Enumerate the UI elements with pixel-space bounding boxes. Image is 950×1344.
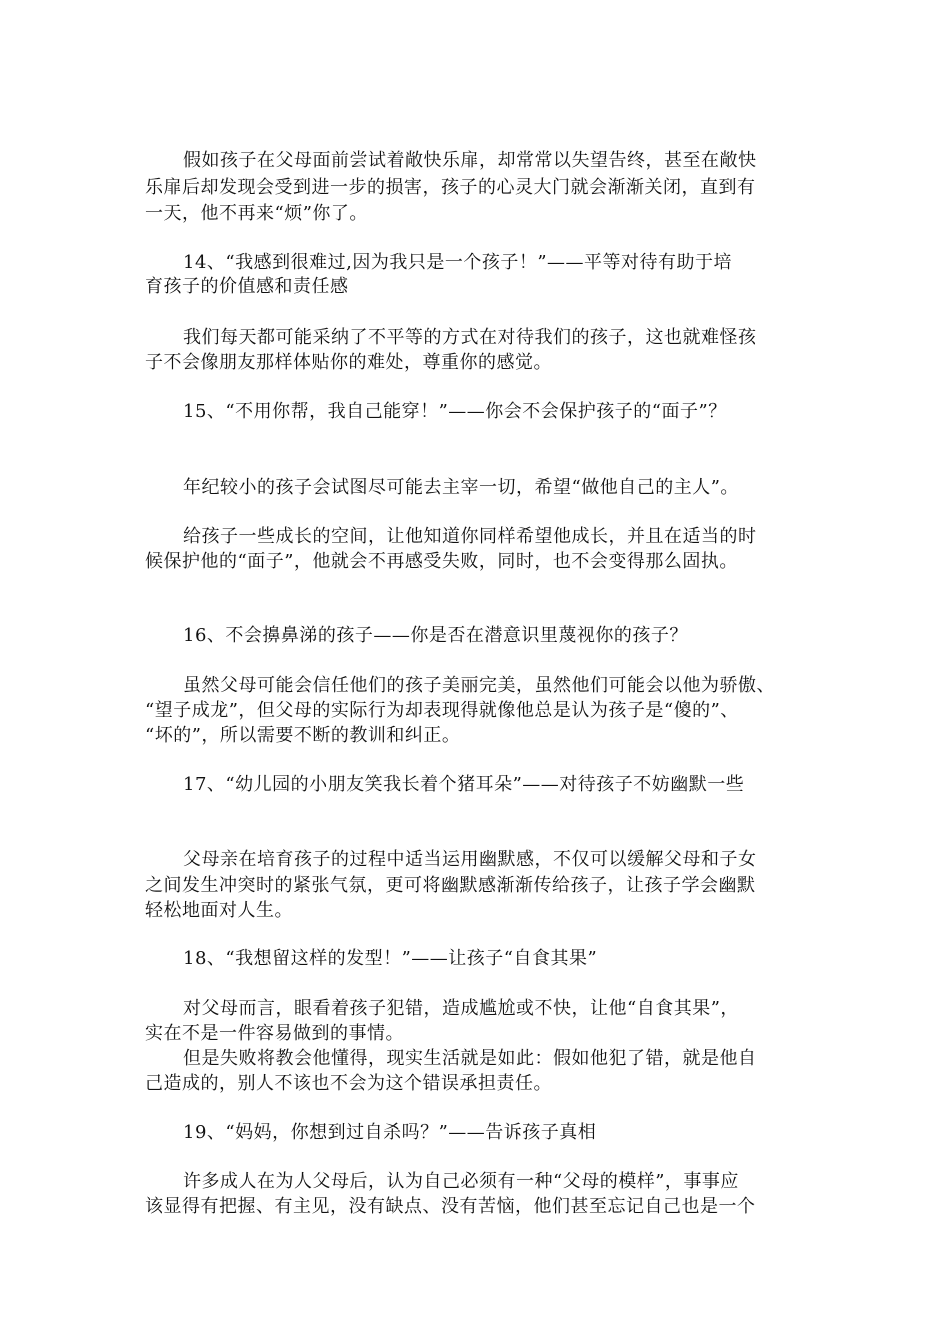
paragraph-line: 子不会像朋友那样体贴你的难处，尊重你的感觉。 bbox=[145, 352, 552, 373]
section-heading: 育孩子的价值感和责任感 bbox=[145, 276, 349, 297]
paragraph-line: 我们每天都可能采纳了不平等的方式在对待我们的孩子，这也就难怪孩 bbox=[183, 327, 757, 348]
paragraph-line: 假如孩子在父母面前尝试着敞快乐扉，却常常以失望告终，甚至在敞快 bbox=[183, 150, 757, 171]
paragraph-line: 候保护他的“面子”，他就会不再感受失败，同时，也不会变得那么固执。 bbox=[145, 551, 738, 572]
section-heading: 15、“不用你帮，我自己能穿！”——你会不会保护孩子的“面子”？ bbox=[183, 401, 727, 422]
section-heading: 18、“我想留这样的发型！”——让孩子“自食其果” bbox=[183, 948, 598, 969]
section-heading: 17、“幼儿园的小朋友笑我长着个猪耳朵”——对待孩子不妨幽默一些 bbox=[183, 774, 745, 795]
paragraph-line: 但是失败将教会他懂得，现实生活就是如此：假如他犯了错，就是他自 bbox=[183, 1048, 757, 1069]
paragraph-line: 乐扉后却发现会受到进一步的损害，孩子的心灵大门就会渐渐关闭，直到有 bbox=[145, 177, 756, 198]
section-heading: 19、“妈妈，你想到过自杀吗？”——告诉孩子真相 bbox=[183, 1122, 597, 1143]
paragraph-line: “坏的”，所以需要不断的教训和纠正。 bbox=[145, 725, 461, 746]
paragraph-line: 一天，他不再来“烦”你了。 bbox=[145, 203, 368, 224]
paragraph-line: “望子成龙”，但父母的实际行为却表现得就像他总是认为孩子是“傻的”、 bbox=[145, 700, 739, 721]
paragraph-line: 之间发生冲突时的紧张气氛，更可将幽默感渐渐传给孩子，让孩子学会幽默 bbox=[145, 875, 756, 896]
paragraph-line: 对父母而言，眼看着孩子犯错，造成尴尬或不快，让他“自食其果”， bbox=[183, 998, 739, 1019]
paragraph-line: 给孩子一些成长的空间，让他知道你同样希望他成长，并且在适当的时 bbox=[183, 526, 757, 547]
paragraph-line: 该显得有把握、有主见，没有缺点、没有苦恼，他们甚至忘记自己也是一个 bbox=[145, 1196, 756, 1217]
section-heading: 16、不会擤鼻涕的孩子——你是否在潜意识里蔑视你的孩子？ bbox=[183, 625, 688, 646]
paragraph-line: 年纪较小的孩子会试图尽可能去主宰一切，希望“做他自己的主人”。 bbox=[183, 477, 739, 498]
paragraph-line: 许多成人在为人父母后，认为自己必须有一种“父母的模样”，事事应 bbox=[183, 1171, 739, 1192]
paragraph-line: 实在不是一件容易做到的事情。 bbox=[145, 1023, 404, 1044]
paragraph-line: 己造成的，别人不该也不会为这个错误承担责任。 bbox=[145, 1073, 552, 1094]
paragraph-line: 轻松地面对人生。 bbox=[145, 900, 293, 921]
paragraph-line: 虽然父母可能会信任他们的孩子美丽完美，虽然他们可能会以他为骄傲、 bbox=[183, 675, 775, 696]
paragraph-line: 父母亲在培育孩子的过程中适当运用幽默感，不仅可以缓解父母和子女 bbox=[183, 849, 757, 870]
section-heading: 14、“我感到很难过,因为我只是一个孩子！”——平等对待有助于培 bbox=[183, 252, 733, 273]
